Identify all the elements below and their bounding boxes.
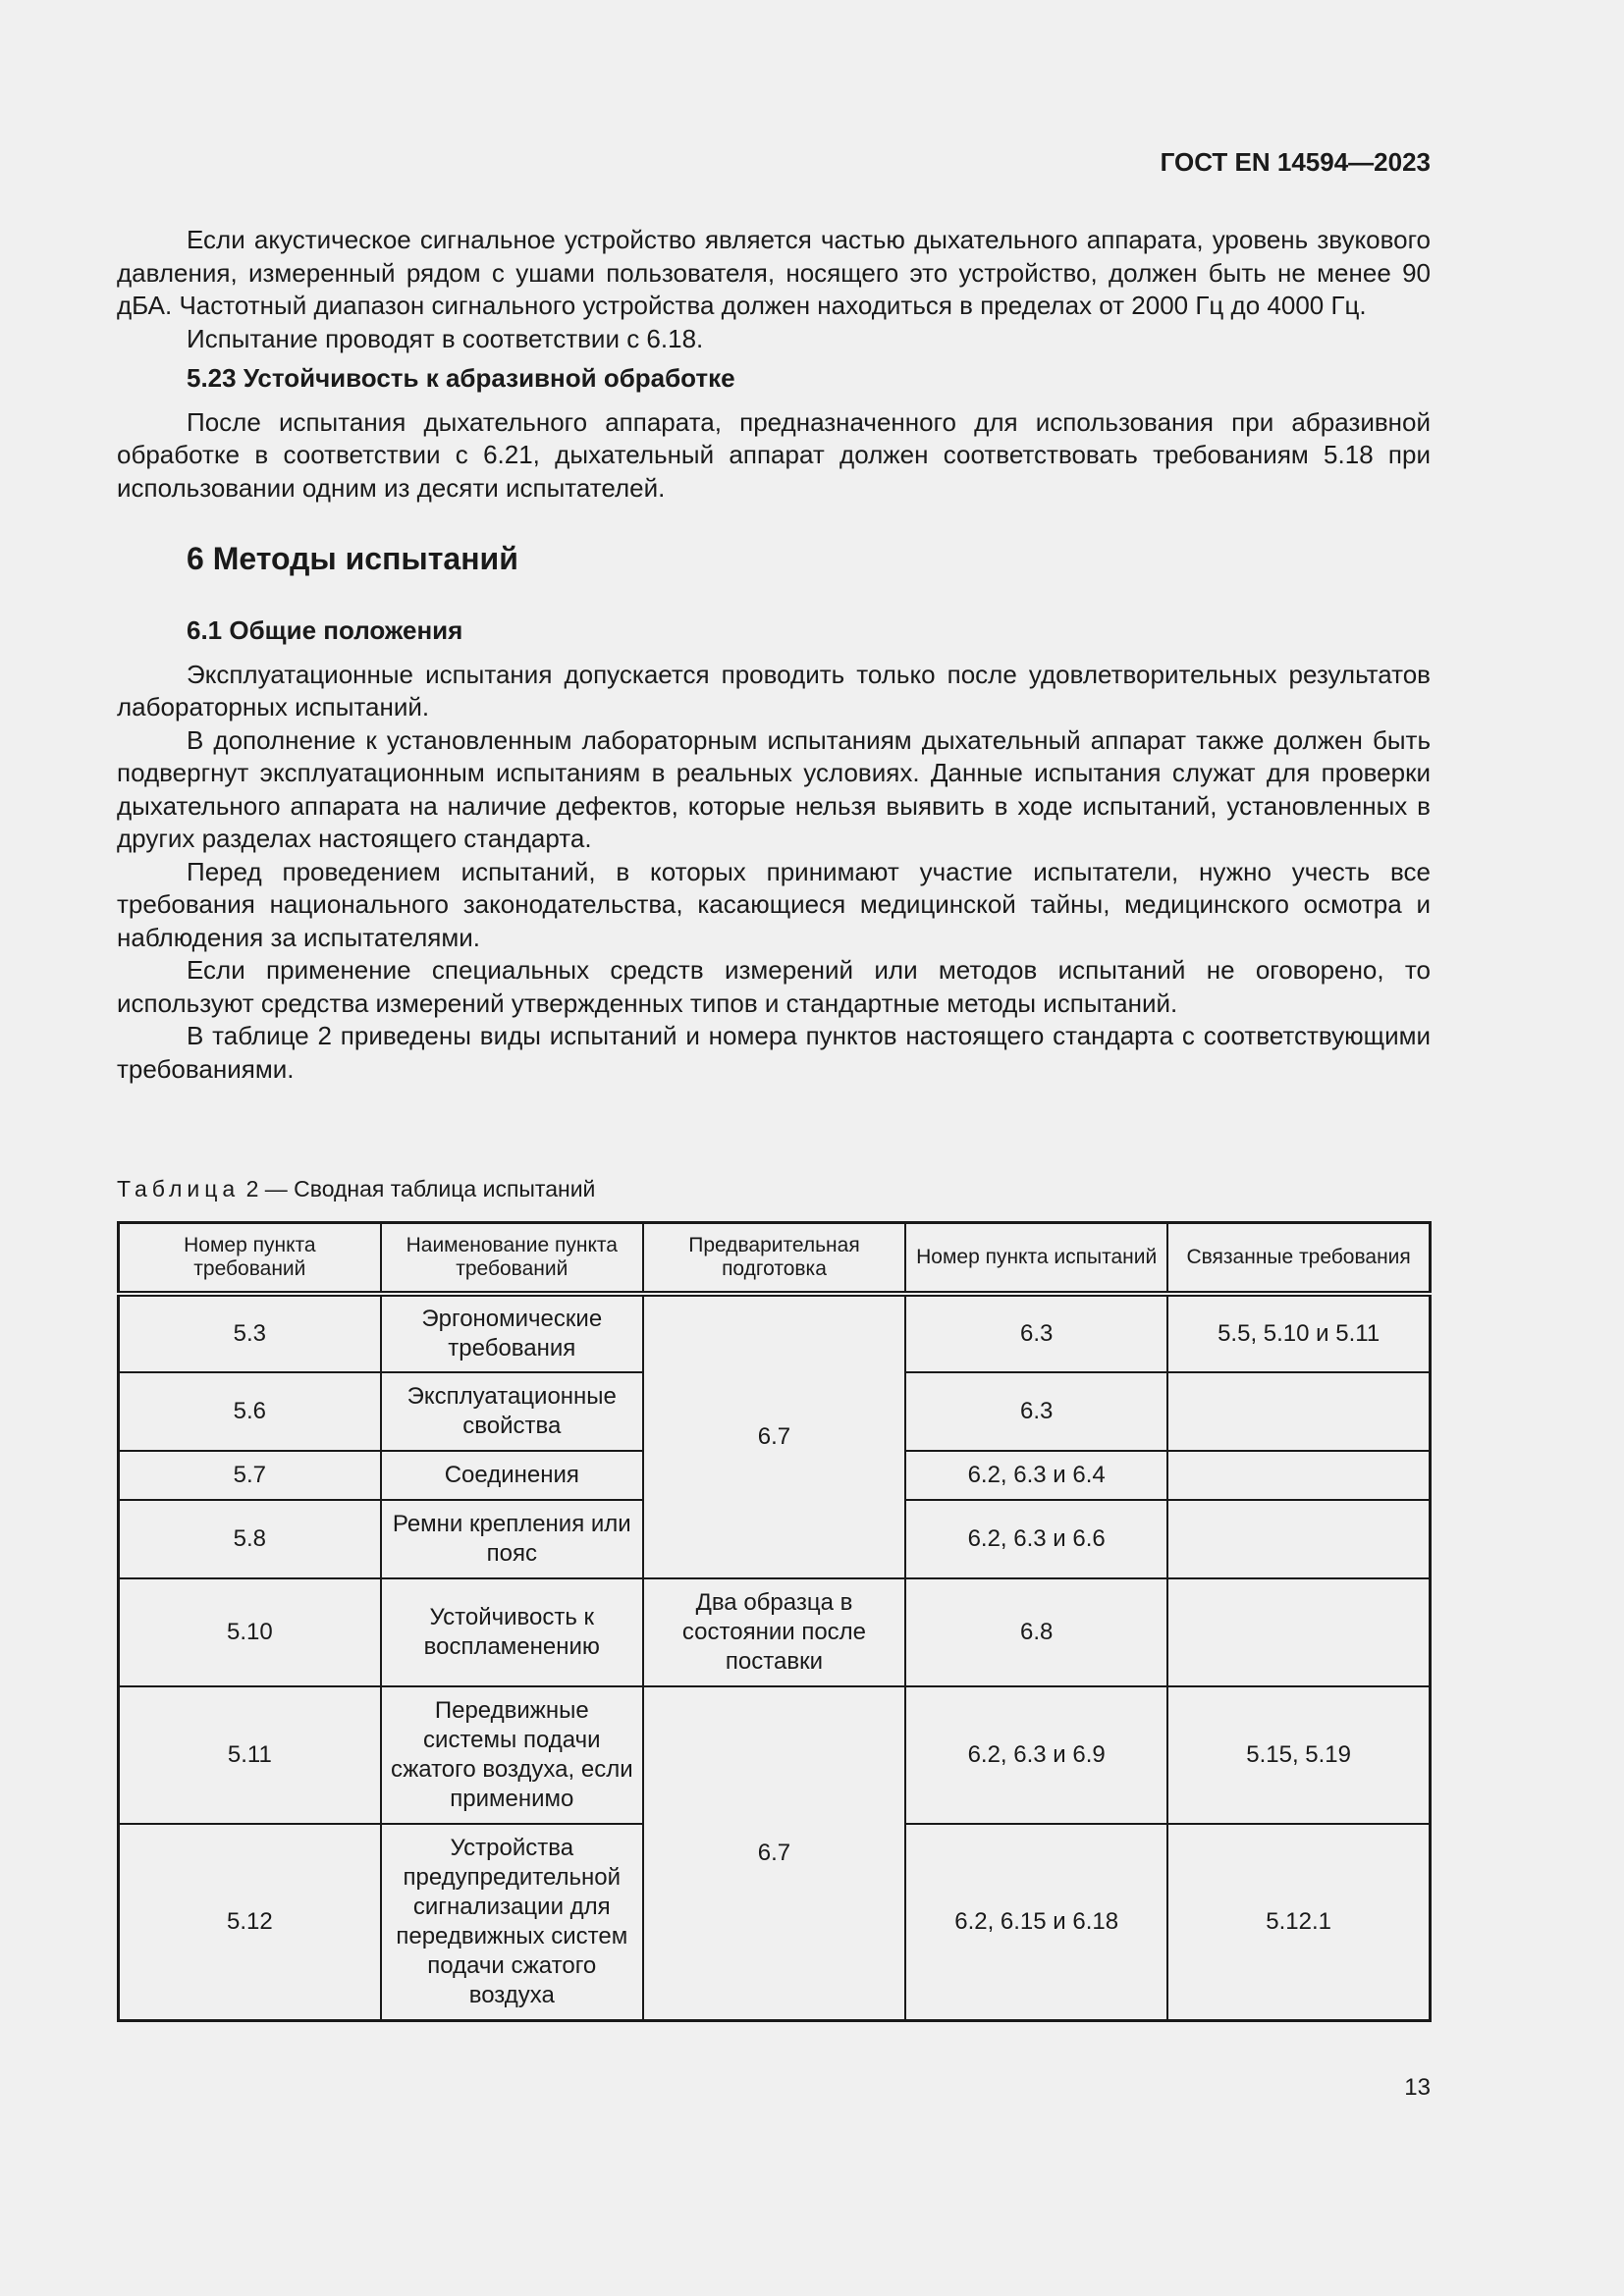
column-header: Номер пункта испытаний <box>905 1223 1167 1295</box>
req-cell: 5.11 <box>119 1686 381 1824</box>
paragraph: Эксплуатационные испытания допускается проводить только после удовлетворительных результатов лабораторных испытаний. <box>117 659 1431 721</box>
test-cell: 6.8 <box>905 1578 1167 1686</box>
req-cell: 5.3 <box>119 1294 381 1372</box>
req-cell: 5.8 <box>119 1500 381 1578</box>
table-caption-title: 2 — Сводная таблица испытаний <box>240 1176 596 1201</box>
related-cell <box>1167 1578 1430 1686</box>
name-cell: Устройства предупредительной сигнализации для передвижных систем подачи сжатого воздуха <box>381 1824 643 2020</box>
prep-cell: 6.7 <box>643 1686 905 2020</box>
page-number: 13 <box>1404 2074 1431 2101</box>
table-row <box>119 1294 1431 1372</box>
test-cell: 6.2, 6.15 и 6.18 <box>905 1824 1167 2020</box>
paragraph: В таблице 2 приведены виды испытаний и номера пунктов настоящего стандарта с соответствующими требованиями. <box>117 1021 1431 1084</box>
prep-cell: Два образца в состоянии после поставки <box>643 1578 905 1686</box>
paragraph: Если применение специальных средств измерений или методов испытаний не оговорено, то используют средства измерений утвержденных типов и стандартные методы испытаний. <box>117 955 1431 1018</box>
name-cell: Эргономические требования <box>381 1294 643 1372</box>
name-cell: Устойчивость к воспламенению <box>381 1578 643 1686</box>
column-header: Номер пункта требований <box>119 1223 381 1295</box>
body-text <box>117 224 1431 1086</box>
paragraph: Испытание проводят в соответствии с 6.18. <box>187 323 704 353</box>
name-cell: Передвижные системы подачи сжатого воздуха, если применимо <box>381 1686 643 1824</box>
related-cell <box>1167 1372 1430 1451</box>
paragraph: Если акустическое сигнальное устройство является частью дыхательного аппарата, уровень звукового давления, измеренный рядом с ушами пользователя, носящего это устройство, должен быть не менее 90 дБА. Частотный диапазон сигнального устройства должен находиться в пределах от 2000 Гц до 4000 Гц. <box>117 225 1431 320</box>
req-cell: 5.10 <box>119 1578 381 1686</box>
related-cell: 5.12.1 <box>1167 1824 1430 2020</box>
paragraph: В дополнение к установленным лабораторным испытаниям дыхательный аппарат также должен быть подвергнут эксплуатационным испытаниям в реальных условиях. Данные испытания служат для проверки дыхательного аппарата на наличие дефектов, которые нельзя выявить в ходе испытаний, установленных в других разделах настоящего стандарта. <box>117 724 1431 853</box>
paragraph: Перед проведением испытаний, в которых принимают участие испытатели, нужно учесть все требования национального законодательства, касающиеся медицинской тайны, медицинского осмотра и наблюдения за испытателями. <box>117 856 1431 952</box>
name-cell: Соединения <box>381 1451 643 1500</box>
req-cell: 5.7 <box>119 1451 381 1500</box>
paragraph: После испытания дыхательного аппарата, предназначенного для использования при абразивной обработке в соответствии с 6.21, дыхательный аппарат должен соответствовать требованиям 5.18 при использовании одним из десяти испытателей. <box>117 406 1431 503</box>
name-cell: Ремни крепления или пояс <box>381 1500 643 1578</box>
section-heading-6: 6 Методы испытаний <box>187 541 518 576</box>
table-row <box>119 1578 1431 1686</box>
table-caption-label: Таблица <box>117 1176 241 1201</box>
test-cell: 6.3 <box>905 1372 1167 1451</box>
test-cell: 6.2, 6.3 и 6.6 <box>905 1500 1167 1578</box>
column-header: Предварительная подготовка <box>643 1223 905 1295</box>
test-cell: 6.2, 6.3 и 6.4 <box>905 1451 1167 1500</box>
related-cell: 5.15, 5.19 <box>1167 1686 1430 1824</box>
req-cell: 5.12 <box>119 1824 381 2020</box>
table-caption <box>117 1176 595 1202</box>
section-heading-6-1: 6.1 Общие положения <box>187 615 463 645</box>
column-header: Связанные требования <box>1167 1223 1430 1295</box>
column-header: Наименование пункта требований <box>381 1223 643 1295</box>
table-row <box>119 1686 1431 1824</box>
related-cell <box>1167 1451 1430 1500</box>
test-cell: 6.2, 6.3 и 6.9 <box>905 1686 1167 1824</box>
table-header-row <box>119 1223 1431 1295</box>
document-id: ГОСТ EN 14594—2023 <box>1160 147 1431 177</box>
name-cell: Эксплуатационные свойства <box>381 1372 643 1451</box>
summary-table <box>117 1221 1432 2022</box>
related-cell <box>1167 1500 1430 1578</box>
test-cell: 6.3 <box>905 1294 1167 1372</box>
related-cell: 5.5, 5.10 и 5.11 <box>1167 1294 1430 1372</box>
req-cell: 5.6 <box>119 1372 381 1451</box>
section-heading-5-23: 5.23 Устойчивость к абразивной обработке <box>187 363 735 393</box>
prep-cell: 6.7 <box>643 1294 905 1578</box>
